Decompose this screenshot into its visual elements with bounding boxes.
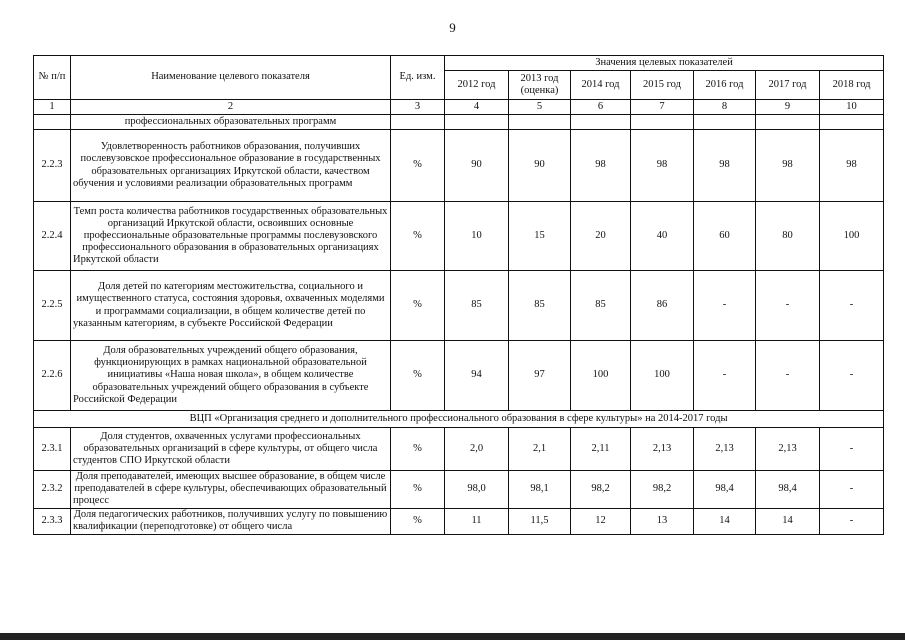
indicator-number: 2.2.5: [34, 271, 71, 341]
indicator-value: 98,2: [571, 471, 631, 509]
indicator-value: 90: [445, 130, 509, 202]
indicator-value: 98: [631, 130, 694, 202]
indicator-value: 2,13: [756, 428, 820, 471]
continuation-text: профессиональных образовательных программ: [71, 115, 391, 130]
indicator-value: 98: [820, 130, 884, 202]
indicator-row: [34, 271, 884, 341]
indicator-number: 2.2.6: [34, 341, 71, 411]
indicator-value: 15: [509, 202, 571, 271]
indicator-name: Темп роста количества работников государственных образовательных организаций Иркутской области, освоивших основные профессиональные образовательные программы послевузовского профессионального образования в образовательных организациях Иркутской области: [71, 202, 391, 271]
scan-edge-shadow: [0, 633, 905, 640]
column-number: 6: [571, 100, 631, 115]
indicator-value: 2,11: [571, 428, 631, 471]
indicator-row: [34, 508, 884, 534]
indicator-value: 60: [694, 202, 756, 271]
indicator-value: 10: [445, 202, 509, 271]
indicator-number: 2.3.1: [34, 428, 71, 471]
indicator-value: -: [820, 341, 884, 411]
header-name: Наименование целевого показателя: [71, 56, 391, 100]
column-number: 4: [445, 100, 509, 115]
continuation-row: [34, 115, 884, 130]
indicator-name: Удовлетворенность работников образования, получивших послевузовское профессиональное образование в государственных образовательных организациях Иркутской области, качеством обучения и условиями реализации образовательных программ: [71, 130, 391, 202]
indicator-value: -: [820, 471, 884, 509]
header-year: 2016 год: [694, 71, 756, 100]
indicator-value: 11: [445, 508, 509, 534]
header-year: 2013 год (оценка): [509, 71, 571, 100]
indicator-unit: %: [391, 271, 445, 341]
indicator-value: 12: [571, 508, 631, 534]
section-title: ВЦП «Организация среднего и дополнительного профессионального образования в сфере культуры» на 2014-2017 годы: [34, 411, 884, 428]
column-number: 1: [34, 100, 71, 115]
indicator-number: 2.3.3: [34, 508, 71, 534]
header-values-group: Значения целевых показателей: [445, 56, 884, 71]
column-number: 10: [820, 100, 884, 115]
header-unit: Ед. изм.: [391, 56, 445, 100]
indicator-value: 80: [756, 202, 820, 271]
indicator-unit: %: [391, 341, 445, 411]
indicator-name: Доля педагогических работников, получивших услугу по повышению квалификации (переподготовке) от общего числа: [71, 508, 391, 534]
indicator-value: -: [756, 271, 820, 341]
indicator-value: 85: [509, 271, 571, 341]
header-year: 2014 год: [571, 71, 631, 100]
indicator-value: -: [694, 341, 756, 411]
indicator-value: 98,4: [694, 471, 756, 509]
indicator-value: 98: [756, 130, 820, 202]
column-number-row: [34, 100, 884, 115]
indicator-value: 85: [445, 271, 509, 341]
indicator-row: [34, 471, 884, 509]
indicator-value: 11,5: [509, 508, 571, 534]
column-number: 3: [391, 100, 445, 115]
indicator-number: 2.2.4: [34, 202, 71, 271]
indicator-value: 98: [571, 130, 631, 202]
indicator-value: -: [820, 508, 884, 534]
column-number: 9: [756, 100, 820, 115]
indicator-name: Доля образовательных учреждений общего образования, функционирующих в рамках национальной образовательной инициативы «Наша новая школа», в общем количестве образовательных учреждений общего образования в субъекте Российской Федерации: [71, 341, 391, 411]
indicator-value: 100: [571, 341, 631, 411]
indicator-value: 86: [631, 271, 694, 341]
indicator-value: 98,0: [445, 471, 509, 509]
indicator-value: 90: [509, 130, 571, 202]
indicator-value: -: [756, 341, 820, 411]
header-year: 2012 год: [445, 71, 509, 100]
indicator-value: 100: [631, 341, 694, 411]
indicator-value: -: [820, 428, 884, 471]
header-year: 2015 год: [631, 71, 694, 100]
indicator-value: 98,1: [509, 471, 571, 509]
indicator-value: 2,0: [445, 428, 509, 471]
indicator-row: [34, 428, 884, 471]
indicator-value: 40: [631, 202, 694, 271]
indicator-value: 94: [445, 341, 509, 411]
indicator-value: 14: [694, 508, 756, 534]
indicator-value: 98,2: [631, 471, 694, 509]
header-year: 2017 год: [756, 71, 820, 100]
indicator-value: 2,13: [631, 428, 694, 471]
indicator-unit: %: [391, 130, 445, 202]
header-num: № п/п: [34, 56, 71, 100]
indicator-value: 2,13: [694, 428, 756, 471]
indicator-unit: %: [391, 202, 445, 271]
column-number: 7: [631, 100, 694, 115]
indicator-row: [34, 130, 884, 202]
indicator-row: [34, 202, 884, 271]
column-number: 2: [71, 100, 391, 115]
indicator-number: 2.2.3: [34, 130, 71, 202]
indicator-value: -: [820, 271, 884, 341]
indicator-value: 98,4: [756, 471, 820, 509]
column-number: 8: [694, 100, 756, 115]
indicator-value: 97: [509, 341, 571, 411]
indicator-value: 13: [631, 508, 694, 534]
section-title-row: [34, 411, 884, 428]
indicator-value: 2,1: [509, 428, 571, 471]
page-number: 9: [449, 20, 456, 35]
indicator-name: Доля детей по категориям местожительства, социального и имущественного статуса, состояния здоровья, охваченных моделями и программами социализации, в общем количестве детей по указанным категориям, в субъекте Российской Федерации: [71, 271, 391, 341]
indicator-name: Доля преподавателей, имеющих высшее образование, в общем числе преподавателей в сфере культуры, обеспечивающих образовательный процесс: [71, 471, 391, 509]
indicator-unit: %: [391, 471, 445, 509]
indicator-unit: %: [391, 508, 445, 534]
column-number: 5: [509, 100, 571, 115]
indicator-value: 14: [756, 508, 820, 534]
indicator-value: 100: [820, 202, 884, 271]
indicator-value: 85: [571, 271, 631, 341]
indicator-row: [34, 341, 884, 411]
target-indicators-table: [33, 55, 884, 535]
indicator-number: 2.3.2: [34, 471, 71, 509]
indicator-value: -: [694, 271, 756, 341]
header-year: 2018 год: [820, 71, 884, 100]
indicator-value: 20: [571, 202, 631, 271]
indicator-name: Доля студентов, охваченных услугами профессиональных образовательных организаций в сфере культуры, от общего числа студентов СПО Иркутской области: [71, 428, 391, 471]
indicator-value: 98: [694, 130, 756, 202]
indicator-unit: %: [391, 428, 445, 471]
